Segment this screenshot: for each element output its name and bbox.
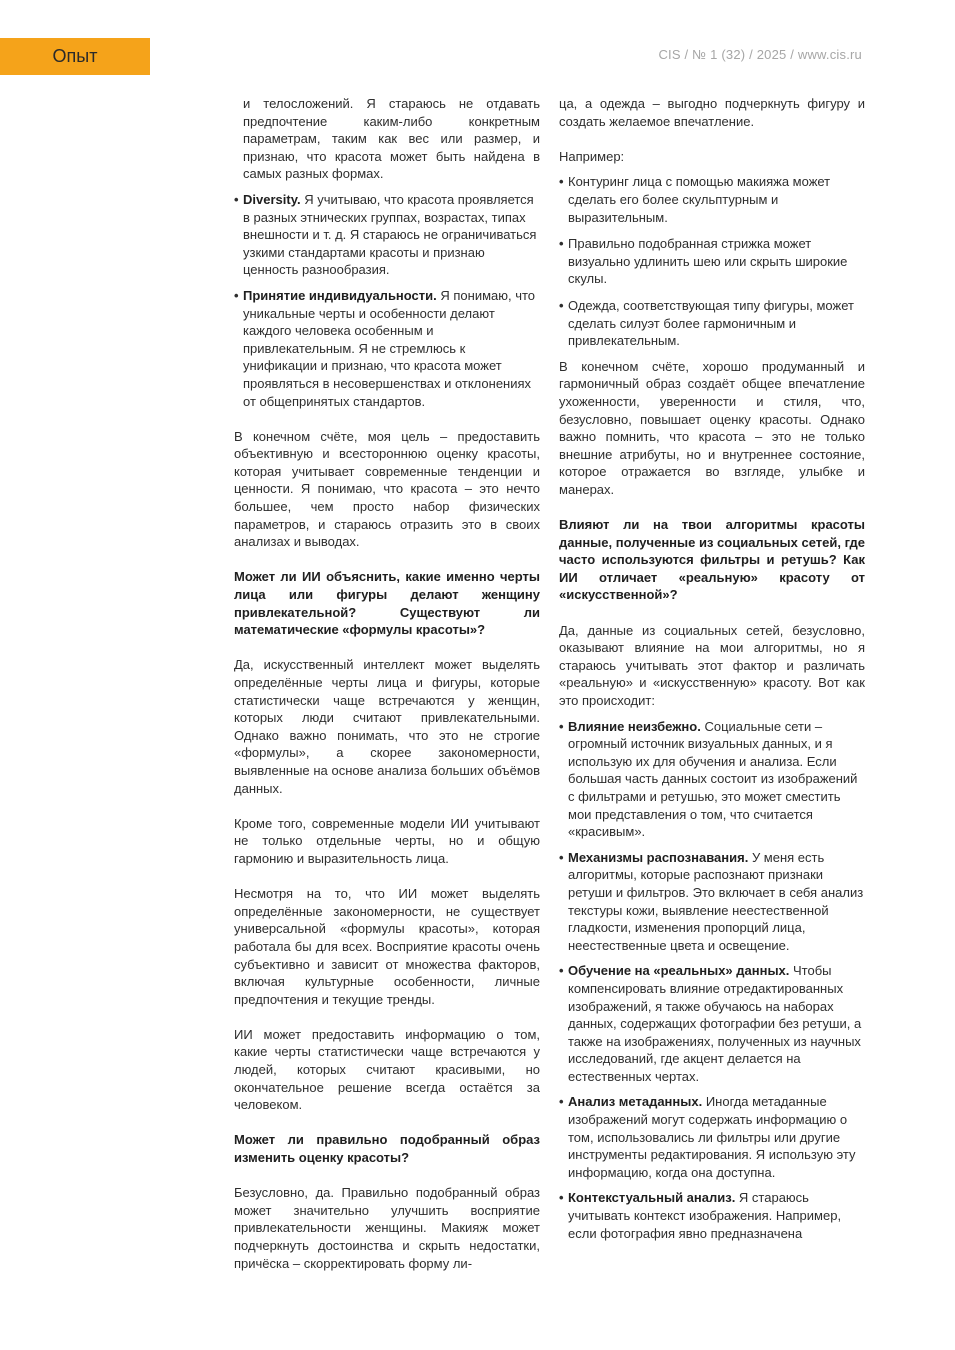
- list-item: [559, 297, 865, 350]
- paragraph: Да, данные из социальных сетей, безусловно, оказывают влияние на мои алгоритмы, но я стараюсь учитывать этот фактор и различать «реальную» и «искусственную» красоту. Вот как это происходит:: [559, 622, 865, 708]
- paragraph: В конечном счёте, моя цель – предоставить объективную и всестороннюю оценку красоты, которая учитывает современные тенденции и ценности. Я понимаю, что красота – это нечто большее, чем просто набор физических параметров, и стараюсь отразить это в своих анализах и выводах.: [234, 428, 540, 550]
- list-item: [559, 962, 865, 1085]
- paragraph: Да, искусственный интеллект может выделять определённые черты лица и фигуры, которые статистически чаще встречаются у женщин, которых люди считают привлекательными. Однако важно понимать, что это не строгие «формулы», а скорее закономерности, выявленные на основе анализа больших объёмов данных.: [234, 657, 540, 796]
- bullet-icon: •: [559, 174, 564, 190]
- bullet-term: Принятие индивидуальности.: [243, 287, 437, 303]
- question-heading: Может ли ИИ объяснить, какие именно черты лица или фигуры делают женщину привлекательной? Существуют ли математические «формулы красоты»?: [234, 569, 540, 638]
- bullet-icon: •: [559, 963, 564, 979]
- example-list: [559, 173, 865, 349]
- bullet-icon: •: [559, 236, 564, 252]
- bullet-icon: •: [234, 287, 239, 303]
- bullet-text: Социальные сети – огромный источник визуальных данных, и я использую их для обучения и анализа. Если большая часть данных состоит из изображений с фильтрами и ретушью, это может сместить мои представления о том, что считается «красивым».: [568, 718, 858, 840]
- bullet-term: Обучение на «реальных» данных.: [568, 963, 790, 979]
- list-item: [559, 849, 865, 955]
- continuation-text: ца, а одежда – выгодно подчеркнуть фигуру и создать желаемое впечатление.: [559, 96, 865, 129]
- bullet-icon: •: [559, 718, 564, 734]
- list-item: [559, 235, 865, 288]
- bullet-text: Я понимаю, что уникальные черты и особенности делают каждого человека особенным и привлекательным. Я не стремлюсь к унификации и признаю, что красота может проявляться в несовершенствах и отклонениях от общепринятых стандартов.: [243, 287, 536, 409]
- paragraph: Безусловно, да. Правильно подобранный образ может значительно улучшить восприятие привлекательности женщины. Макияж может подчеркнуть достоинства и скрыть недостатки, причёска – скорректировать форму ли-: [234, 1185, 540, 1271]
- list-item: [559, 1189, 865, 1242]
- bullet-icon: •: [559, 297, 564, 313]
- bullet-term: Diversity.: [243, 191, 301, 207]
- bullet-text: Иногда метаданные изображений могут содержать информацию о том, использовались ли фильтры или другие инструменты редактирования. Я использую эту информацию, когда она доступна.: [568, 1094, 856, 1180]
- question-heading: Влияют ли на твои алгоритмы красоты данные, полученные из социальных сетей, где часто используются фильтры и ретушь? Как ИИ отличает «реальную» красоту от «искусственной»?: [559, 517, 865, 603]
- bullet-text: Правильно подобранная стрижка может визуально удлинить шею или скрыть широкие скулы.: [568, 236, 848, 287]
- issue-info: CIS / № 1 (32) / 2025 / www.cis.ru: [658, 47, 862, 62]
- paragraph: ИИ может предоставить информацию о том, какие черты статистически чаще встречаются у людей, которых считают красивыми, но окончательное решение всегда остаётся за человеком.: [234, 1026, 540, 1113]
- bullet-term: Влияние неизбежно.: [568, 718, 701, 734]
- bullet-icon: •: [559, 1094, 564, 1110]
- bullet-text: Контуринг лица с помощью макияжа может сделать его более скульптурным и выразительным.: [568, 174, 831, 225]
- bullet-icon: •: [234, 191, 239, 207]
- bullet-text: Я учитываю, что красота проявляется в разных этнических группах, возрастах, типах внешности и т. д. Я стараюсь не ограничиваться узкими стандартами красоты и признаю ценность разнообразия.: [243, 191, 537, 278]
- list-item: [234, 191, 540, 279]
- bullet-text: Я стараюсь учитывать контекст изображения. Например, если фотография явно предназначена: [568, 1190, 842, 1241]
- list-item: [234, 287, 540, 410]
- bullet-icon: •: [559, 1190, 564, 1206]
- bullet-text: Одежда, соответствующая типу фигуры, может сделать силуэт более гармоничным и привлекательным.: [568, 297, 854, 349]
- list-item: [559, 1093, 865, 1181]
- bullet-term: Механизмы распознавания.: [568, 849, 749, 865]
- left-column: [234, 95, 540, 1272]
- paragraph: Кроме того, современные модели ИИ учитывают не только отдельные черты, но и общую гармонию и выразительность лица.: [234, 815, 540, 866]
- paragraph: В конечном счёте, хорошо продуманный и гармоничный образ создаёт общее впечатление ухоженности, уверенности и стиля, что, безусловно, повышает оценку красоты. Однако важно помнить, что красота – это не только внешние атрибуты, но и внутреннее состояние, которое отражается во взгляде, улыбке и манерах.: [559, 358, 865, 497]
- paragraph: Несмотря на то, что ИИ может выделять определённые закономерности, не существует универсальной «формулы красоты», которая работала бы для всех. Восприятие красоты очень субъективно и зависит от множества факторов, включая культурные особенности, личные предпочтения и текущие тренды.: [234, 886, 540, 1007]
- example-label: Например:: [559, 148, 625, 164]
- left-bullet-list: [234, 191, 540, 410]
- bullet-text: Чтобы компенсировать влияние отредактированных изображений, я также обучаюсь на наборах данных, содержащих фотографии без ретуши, а также на изображениях, полученных из научных исследований, где акцент делается на естественных чертах.: [568, 963, 862, 1084]
- list-item: [559, 173, 865, 226]
- right-column: [559, 95, 865, 1242]
- question-heading: Может ли правильно подобранный образ изменить оценку красоты?: [234, 1132, 540, 1166]
- bullet-icon: •: [559, 849, 564, 865]
- continuation-text: и телосложений. Я стараюсь не отдавать предпочтение каким-либо конкретным параметрам, таким как вес или размер, и признаю, что красота может быть найдена в самых разных формах.: [243, 96, 540, 182]
- bullet-term: Анализ метаданных.: [568, 1094, 703, 1110]
- bullet-text: У меня есть алгоритмы, которые распознают признаки ретуши и фильтров. Это включает в себя анализ текстуры кожи, выявление неестественной гладкости, изменения пропорций лица, неестественные цвета и освещение.: [568, 849, 864, 953]
- list-item: [559, 718, 865, 841]
- bullet-term: Контекстуальный анализ.: [568, 1190, 736, 1206]
- section-tab: Опыт: [0, 38, 150, 75]
- right-bullet-list: [559, 718, 865, 1243]
